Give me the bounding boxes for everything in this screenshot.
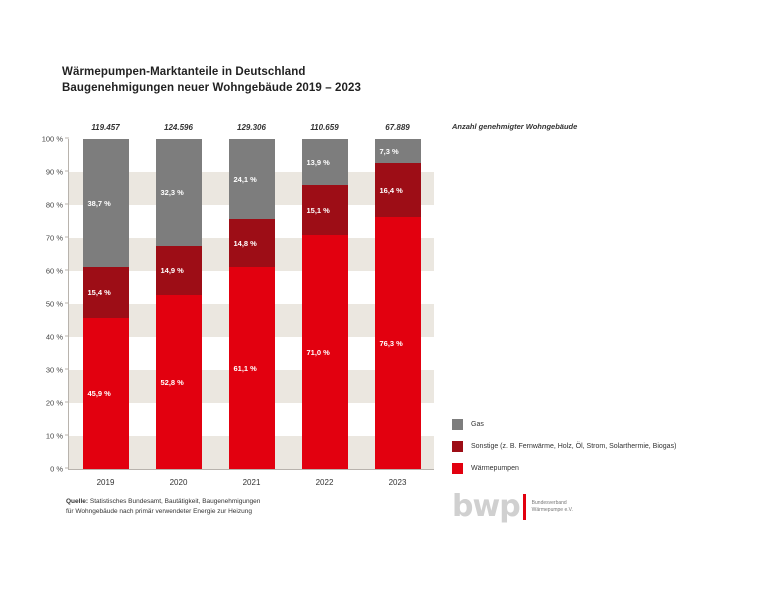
legend-swatch <box>452 419 463 430</box>
logo-subtitle-line-1: Bundesverband <box>531 500 567 506</box>
source-line-1: Statistisches Bundesamt, Bautätigkeit, Baugenehmigungen <box>88 498 261 505</box>
y-axis-tick-mark <box>65 270 69 271</box>
bar-segment-label: 45,9 % <box>87 389 111 399</box>
y-axis-tick-label: 10 % <box>45 431 63 441</box>
legend-swatch <box>452 463 463 474</box>
y-axis-tick-mark <box>65 303 69 304</box>
y-axis-tick-mark <box>65 138 69 139</box>
y-axis-tick-mark <box>65 435 69 436</box>
legend-item[interactable] <box>452 415 752 433</box>
y-axis-tick-mark <box>65 369 69 370</box>
legend-swatch <box>452 441 463 452</box>
legend-label: Wärmepumpen <box>471 464 519 472</box>
y-axis-tick-mark <box>65 402 69 403</box>
bar-column[interactable] <box>229 123 275 487</box>
x-axis-tick-label: 2022 <box>315 478 334 487</box>
y-axis-tick-label: 30 % <box>45 365 63 375</box>
bar-segment-label: 76,3 % <box>379 339 403 349</box>
y-axis-tick-label: 100 % <box>41 134 63 144</box>
y-axis-tick-label: 60 % <box>45 266 63 276</box>
source-note <box>66 497 396 517</box>
y-axis-tick-label: 80 % <box>45 200 63 210</box>
bwp-logo <box>452 489 573 524</box>
bar-column[interactable] <box>156 123 202 487</box>
legend-item[interactable] <box>452 437 752 455</box>
bar-segment-label: 38,7 % <box>87 198 111 208</box>
bar-segment-label: 14,8 % <box>233 238 257 248</box>
title-line-1: Wärmepumpen-Marktanteile in Deutschland <box>62 66 306 78</box>
y-axis-tick-label: 70 % <box>45 233 63 243</box>
bar-segment-label: 52,8 % <box>160 377 184 387</box>
logo-subtitle <box>532 500 573 514</box>
x-axis-tick-label: 2023 <box>388 478 407 487</box>
logo-divider <box>523 494 526 520</box>
bar-segment-label: 24,1 % <box>233 174 257 184</box>
y-axis-tick-label: 20 % <box>45 398 63 408</box>
bar-count-label: 129.306 <box>237 123 266 132</box>
bar-segment-label: 61,1 % <box>233 364 257 374</box>
bar-segment-label: 71,0 % <box>306 347 330 357</box>
y-axis-tick-mark <box>65 336 69 337</box>
legend-label: Gas <box>471 420 484 428</box>
legend-item[interactable] <box>452 459 752 477</box>
y-axis-tick-label: 90 % <box>45 167 63 177</box>
y-axis-tick-mark <box>65 171 69 172</box>
y-axis-tick-mark <box>65 468 69 469</box>
x-axis-tick-label: 2019 <box>96 478 115 487</box>
y-axis-tick-label: 40 % <box>45 332 63 342</box>
bar-segment-label: 32,3 % <box>160 188 184 198</box>
bar-segment-label: 15,4 % <box>87 288 111 298</box>
y-axis-tick-label: 0 % <box>50 464 63 474</box>
bar-column[interactable] <box>375 123 421 487</box>
x-axis-tick-label: 2020 <box>169 478 188 487</box>
source-label: Quelle: <box>66 498 89 505</box>
bar-count-label: 124.596 <box>164 123 193 132</box>
y-axis-tick-mark <box>65 204 69 205</box>
legend-label: Sonstige (z. B. Fernwärme, Holz, Öl, Strom, Solarthermie, Biogas) <box>471 442 677 450</box>
y-axis-tick-mark <box>65 237 69 238</box>
logo-subtitle-line-2: Wärmepumpe e.V. <box>531 507 573 513</box>
chart-legend <box>452 415 752 481</box>
bar-segment-label: 16,4 % <box>379 186 403 196</box>
bar-count-label: 119.457 <box>91 123 120 132</box>
source-line-2: für Wohngebäude nach primär verwendeter Energie zur Heizung <box>66 508 252 515</box>
logo-wordmark: bwp <box>452 489 520 524</box>
plot-area <box>41 123 434 487</box>
bar-count-label: 110.659 <box>310 123 339 132</box>
bar-column[interactable] <box>302 123 348 487</box>
bar-segment-label: 14,9 % <box>160 266 184 276</box>
bar-count-label: 67.889 <box>385 123 410 132</box>
bar-segment-label: 15,1 % <box>306 205 330 215</box>
bar-segment-label: 7,3 % <box>379 147 399 157</box>
y-axis-tick-label: 50 % <box>45 299 63 309</box>
title-line-2: Baugenehmigungen neuer Wohngebäude 2019 – 2023 <box>62 82 361 94</box>
counts-header-label: Anzahl genehmigter Wohngebäude <box>452 122 578 131</box>
bar-column[interactable] <box>83 123 129 487</box>
x-axis-tick-label: 2021 <box>242 478 261 487</box>
page-title <box>62 64 582 96</box>
bar-segment-label: 13,9 % <box>306 157 330 167</box>
